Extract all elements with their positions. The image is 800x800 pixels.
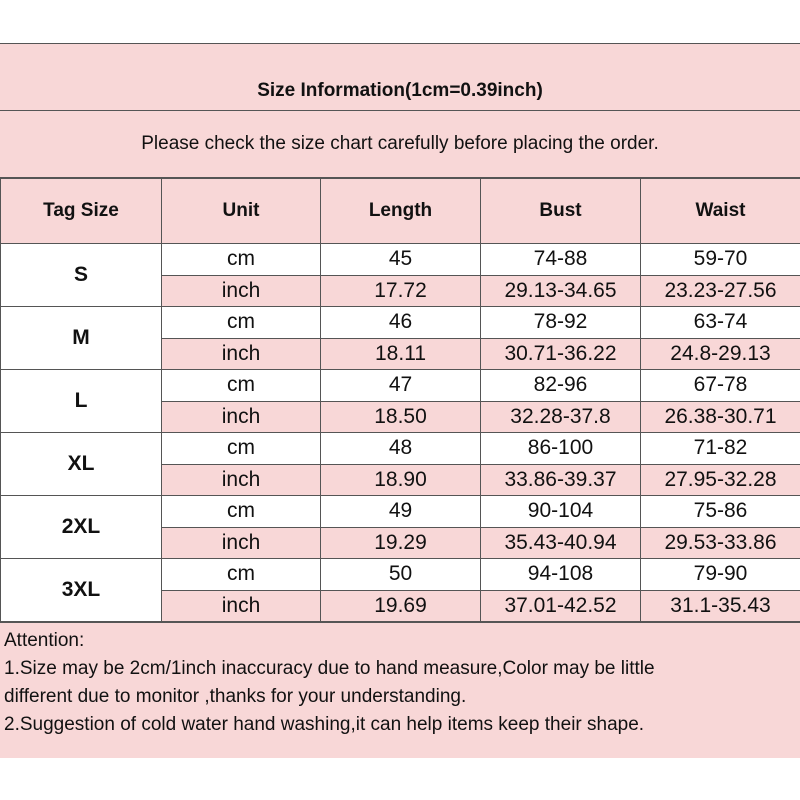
attention-line: 2.Suggestion of cold water hand washing,it can help items keep their shape. <box>4 714 645 735</box>
waist-cell: 24.8-29.13 <box>641 338 800 370</box>
table-row <box>1 370 800 402</box>
size-label: 2XL <box>1 496 162 559</box>
table-row <box>1 433 800 465</box>
length-cell: 49 <box>321 496 481 528</box>
length-cell: 18.90 <box>321 464 481 496</box>
bust-cell: 74-88 <box>481 244 641 276</box>
length-cell: 17.72 <box>321 275 481 307</box>
bust-cell: 86-100 <box>481 433 641 465</box>
table-row <box>1 244 800 276</box>
length-cell: 47 <box>321 370 481 402</box>
header-unit: Unit <box>162 179 321 244</box>
bust-cell: 30.71-36.22 <box>481 338 641 370</box>
waist-cell: 59-70 <box>641 244 800 276</box>
size-label: 3XL <box>1 559 162 622</box>
waist-cell: 67-78 <box>641 370 800 402</box>
header-row <box>1 179 800 244</box>
unit-cell: cm <box>162 307 321 339</box>
unit-cell: cm <box>162 559 321 591</box>
length-cell: 19.29 <box>321 527 481 559</box>
length-cell: 18.11 <box>321 338 481 370</box>
unit-cell: inch <box>162 338 321 370</box>
waist-cell: 26.38-30.71 <box>641 401 800 433</box>
unit-cell: inch <box>162 527 321 559</box>
size-table <box>0 178 800 622</box>
unit-cell: cm <box>162 433 321 465</box>
length-cell: 46 <box>321 307 481 339</box>
bust-cell: 90-104 <box>481 496 641 528</box>
attention-notes <box>0 622 800 758</box>
header-waist: Waist <box>641 179 800 244</box>
bust-cell: 37.01-42.52 <box>481 590 641 622</box>
waist-cell: 75-86 <box>641 496 800 528</box>
attention-line: different due to monitor ,thanks for your understanding. <box>4 686 467 707</box>
bust-cell: 33.86-39.37 <box>481 464 641 496</box>
bust-cell: 94-108 <box>481 559 641 591</box>
size-label: M <box>1 307 162 370</box>
waist-cell: 27.95-32.28 <box>641 464 800 496</box>
size-label: XL <box>1 433 162 496</box>
length-cell: 19.69 <box>321 590 481 622</box>
waist-cell: 63-74 <box>641 307 800 339</box>
bust-cell: 82-96 <box>481 370 641 402</box>
unit-cell: inch <box>162 401 321 433</box>
table-row <box>1 307 800 339</box>
chart-note: Please check the size chart carefully before placing the order. <box>0 111 800 178</box>
table-row <box>1 559 800 591</box>
waist-cell: 31.1-35.43 <box>641 590 800 622</box>
waist-cell: 71-82 <box>641 433 800 465</box>
unit-cell: inch <box>162 464 321 496</box>
header-length: Length <box>321 179 481 244</box>
bust-cell: 35.43-40.94 <box>481 527 641 559</box>
waist-cell: 79-90 <box>641 559 800 591</box>
unit-cell: inch <box>162 275 321 307</box>
header-tag-size: Tag Size <box>1 179 162 244</box>
header-bust: Bust <box>481 179 641 244</box>
length-cell: 48 <box>321 433 481 465</box>
waist-cell: 29.53-33.86 <box>641 527 800 559</box>
size-chart <box>0 43 800 757</box>
bust-cell: 78-92 <box>481 307 641 339</box>
size-label: L <box>1 370 162 433</box>
waist-cell: 23.23-27.56 <box>641 275 800 307</box>
length-cell: 45 <box>321 244 481 276</box>
unit-cell: cm <box>162 244 321 276</box>
table-row <box>1 496 800 528</box>
chart-title: Size Information(1cm=0.39inch) <box>0 44 800 111</box>
unit-cell: inch <box>162 590 321 622</box>
unit-cell: cm <box>162 496 321 528</box>
size-label: S <box>1 244 162 307</box>
attention-line: 1.Size may be 2cm/1inch inaccuracy due to hand measure,Color may be little <box>4 658 655 679</box>
length-cell: 50 <box>321 559 481 591</box>
bust-cell: 29.13-34.65 <box>481 275 641 307</box>
bust-cell: 32.28-37.8 <box>481 401 641 433</box>
attention-heading: Attention: <box>4 630 85 651</box>
length-cell: 18.50 <box>321 401 481 433</box>
unit-cell: cm <box>162 370 321 402</box>
